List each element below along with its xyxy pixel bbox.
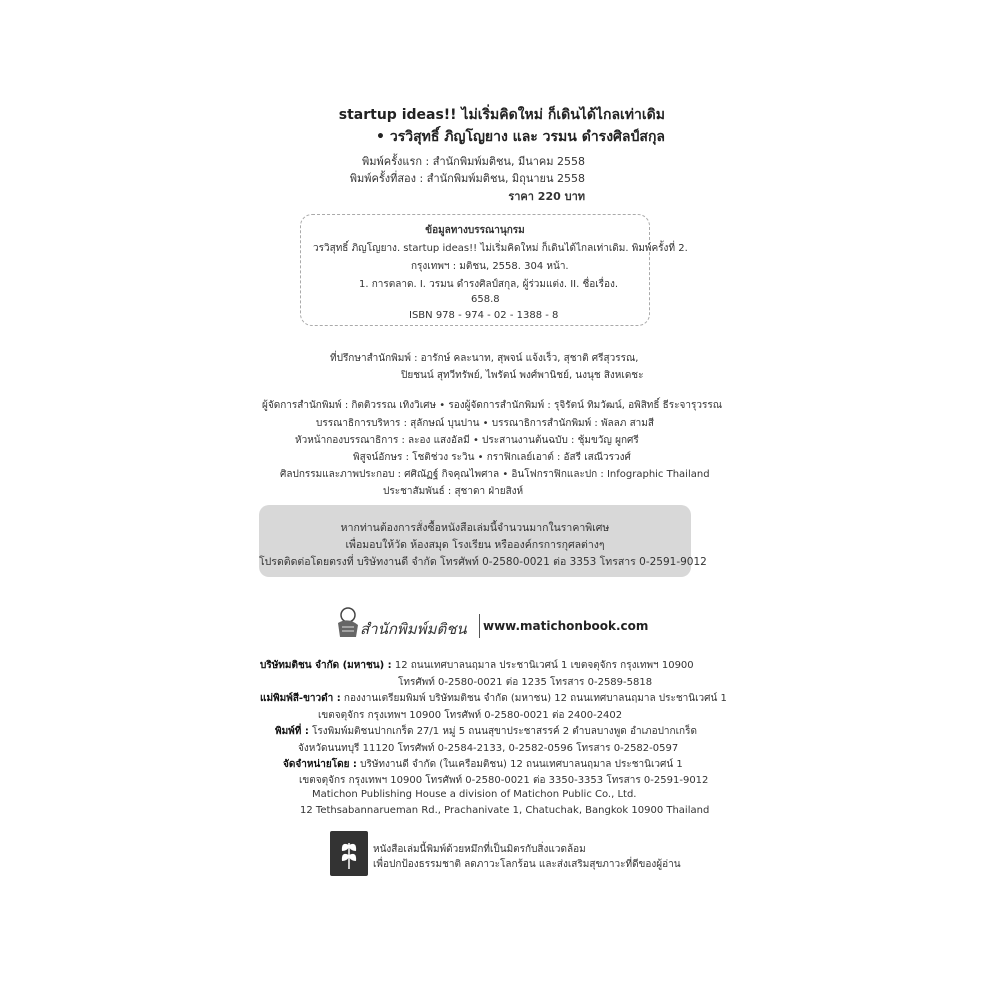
- company-info-label: แม่พิมพ์สี-ขาวดำ :: [260, 693, 341, 704]
- company-info-text: จังหวัดนนทบุรี 11120 โทรศัพท์ 0-2584-2133, 0-2582-0596 โทรสาร 0-2582-0597: [298, 743, 679, 754]
- company-info-line: [283, 757, 683, 772]
- company-info-label: พิมพ์ที่ :: [275, 726, 309, 737]
- company-info-line: [275, 724, 697, 739]
- book-authors: • วรวิสุทธิ์ ภิญโญยาง และ วรมน ดำรงศิลป์สกุล: [376, 129, 665, 145]
- staff-line: บรรณาธิการบริหาร : สุลักษณ์ บุนปาน • บรรณาธิการสำนักพิมพ์ : พัลลภ สามสี: [316, 418, 654, 429]
- catalog-classification: 658.8: [471, 294, 500, 305]
- staff-line: ศิลปกรรมและภาพประกอบ : ศศิณัฏฐ์ กิจคุณไพศาล • อินโฟกราฟิกและปก : Infographic Thailand: [280, 469, 710, 480]
- book-title: startup ideas!! ไม่เริ่มคิดใหม่ ก็เดินได้ไกลเท่าเดิม: [338, 107, 665, 123]
- company-info-line: [299, 773, 708, 788]
- notice-line: หากท่านต้องการสั่งซื้อหนังสือเล่มนี้จำนวนมากในราคาพิเศษ: [340, 522, 610, 534]
- staff-line: ผู้จัดการสำนักพิมพ์ : กิตติวรรณ เทิงวิเศษ • รองผู้จัดการสำนักพิมพ์ : รุจิรัตน์ ทิมวัฒน์, อพิสิทธิ์ ธีระจารุวรรณ: [262, 400, 723, 411]
- company-info-text: เขตจตุจักร กรุงเทพฯ 10900 โทรศัพท์ 0-2580-0021 ต่อ 2400-2402: [318, 710, 623, 721]
- notice-line: โปรดติดต่อโดยตรงที่ บริษัทงานดี จำกัด โทรศัพท์ 0-2580-0021 ต่อ 3353 โทรสาร 0-2591-9012: [259, 556, 707, 568]
- company-info-text: 12 Tethsabannarueman Rd., Prachanivate 1, Chatuchak, Bangkok 10900 Thailand: [300, 805, 710, 816]
- company-info-text: โทรศัพท์ 0-2580-0021 ต่อ 1235 โทรสาร 0-2589-5818: [398, 677, 653, 688]
- eco-line: หนังสือเล่มนี้พิมพ์ด้วยหมึกที่เป็นมิตรกับสิ่งแวดล้อม: [373, 844, 586, 855]
- advisors-line: ที่ปรึกษาสำนักพิมพ์ : อารักษ์ คละนาท, สุพจน์ แจ้งเร็ว, สุชาติ ศรีสุวรรณ,: [330, 353, 639, 364]
- publisher-logo: [330, 603, 480, 643]
- eco-line: เพื่อปกป้องธรรมชาติ ลดภาวะโลกร้อน และส่งเสริมสุขภาวะที่ดีของผู้อ่าน: [373, 859, 681, 870]
- catalog-line: 1. การตลาด. I. วรมน ดำรงศิลป์สกุล, ผู้ร่วมแต่ง. II. ชื่อเรื่อง.: [359, 279, 619, 290]
- company-info-line: [398, 675, 652, 690]
- catalog-heading: ข้อมูลทางบรรณานุกรม: [425, 225, 525, 236]
- bulk-order-notice: [259, 505, 707, 577]
- company-info-text: โรงพิมพ์มติชนปากเกร็ด 27/1 หมู่ 5 ถนนสุขาประชาสรรค์ 2 ตำบลบางพูด อำเภอปากเกร็ด: [312, 726, 697, 737]
- price-line: ราคา 220 บาท: [508, 190, 585, 203]
- company-info-label: จัดจำหน่ายโดย :: [283, 759, 357, 770]
- company-info-line: [318, 708, 622, 723]
- second-print-line: พิมพ์ครั้งที่สอง : สำนักพิมพ์มติชน, มิถุนายน 2558: [349, 172, 585, 185]
- company-info-label: บริษัทมติชน จำกัด (มหาชน) :: [260, 660, 392, 671]
- company-info-line: [312, 789, 636, 800]
- notice-line: เพื่อมอบให้วัด ห้องสมุด โรงเรียน หรือองค์กรการกุศลต่างๆ: [345, 539, 605, 551]
- publisher-logo-text: สำนักพิมพ์มติชน: [360, 620, 467, 638]
- company-info-text: บริษัทงานดี จำกัด (ในเครือมติชน) 12 ถนนเทศบาลนฤมาล ประชานิเวศน์ 1: [360, 759, 683, 770]
- first-print-line: พิมพ์ครั้งแรก : สำนักพิมพ์มติชน, มีนาคม 2558: [362, 155, 585, 168]
- catalog-line: วรวิสุทธิ์ ภิญโญยาง. startup ideas!! ไม่เริ่มคิดใหม่ ก็เดินได้ไกลเท่าเดิม. พิมพ์ครั้งที่ 2.: [313, 243, 688, 254]
- catalog-line: กรุงเทพฯ : มติชน, 2558. 304 หน้า.: [411, 261, 569, 272]
- company-info-text: กองงานเตรียมพิมพ์ บริษัทมติชน จำกัด (มหาชน) 12 ถนนเทศบาลนฤมาล ประชานิเวศน์ 1: [343, 693, 727, 704]
- staff-line: ประชาสัมพันธ์ : สุชาดา ฝ่ายสิงห์: [383, 486, 524, 497]
- company-info-line: [298, 741, 678, 756]
- logo-divider: [479, 614, 480, 638]
- company-info-line: [260, 658, 694, 673]
- catalog-isbn: ISBN 978 - 974 - 02 - 1388 - 8: [409, 310, 559, 321]
- company-info-line: [300, 805, 709, 816]
- staff-line: หัวหน้ากองบรรณาธิการ : ละอง แสงอัลมี • ประสานงานต้นฉบับ : ชุ้มขวัญ ผูกศรี: [295, 435, 639, 446]
- company-info-text: 12 ถนนเทศบาลนฤมาล ประชานิเวศน์ 1 เขตจตุจักร กรุงเทพฯ 10900: [394, 660, 694, 671]
- publisher-url[interactable]: www.matichonbook.com: [483, 619, 649, 633]
- leaf-icon: [330, 831, 368, 876]
- company-info-line: [260, 691, 727, 706]
- eco-badge: [330, 831, 368, 876]
- company-info-text: เขตจตุจักร กรุงเทพฯ 10900 โทรศัพท์ 0-2580-0021 ต่อ 3350-3353 โทรสาร 0-2591-9012: [299, 775, 709, 786]
- catalog-box: [300, 214, 688, 326]
- staff-line: พิสูจน์อักษร : โชติช่วง ระวิน • กราฟิกเลย์เอาต์ : อัสรี เสณีวรวงศ์: [353, 452, 631, 463]
- advisors-line: ปิยชนน์ สุทวีทรัพย์, ไพรัตน์ พงศ์พานิชย์, นงนุช สิงหเดชะ: [401, 370, 644, 381]
- company-info-text: Matichon Publishing House a division of Matichon Public Co., Ltd.: [312, 789, 637, 800]
